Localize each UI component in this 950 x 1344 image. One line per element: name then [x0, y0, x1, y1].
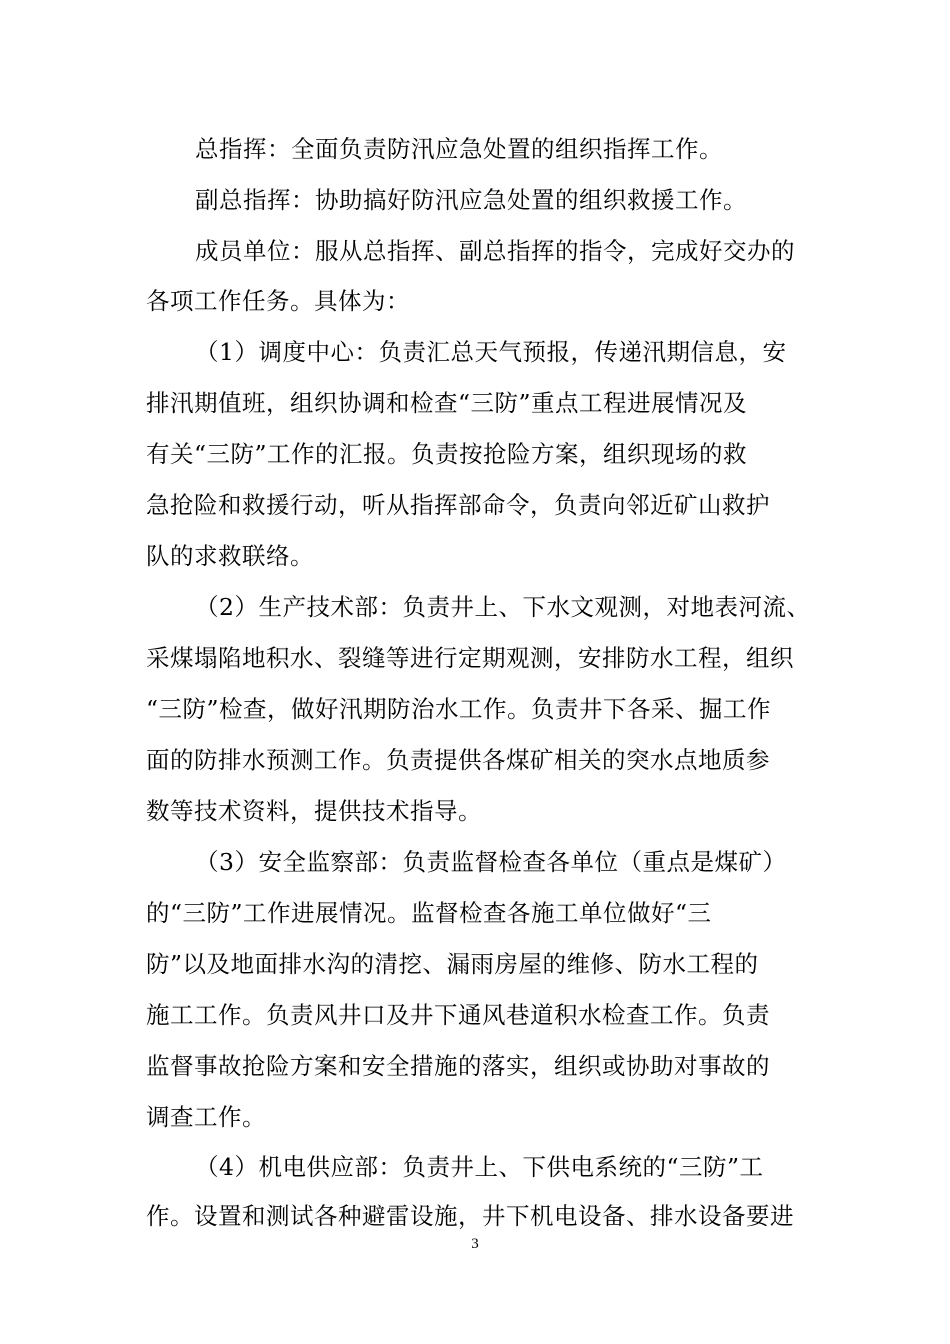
text-line: 调查工作。 — [146, 1103, 266, 1131]
text-line: 的“三防”工作进展情况。监督检查各施工单位做好“三 — [146, 899, 712, 927]
text-line: 防”以及地面排水沟的清挖、漏雨房屋的维修、防水工程的 — [146, 950, 759, 978]
text-line: 急抢险和救援行动，听从指挥部命令，负责向邻近矿山救护 — [146, 491, 770, 519]
text-line: 数等技术资料，提供技术指导。 — [146, 797, 482, 825]
page-number: 3 — [471, 1236, 479, 1252]
text-line: （3）安全监察部：负责监督检查各单位（重点是煤矿） — [195, 848, 787, 876]
text-line: 副总指挥：协助搞好防汛应急处置的组织救援工作。 — [195, 186, 747, 214]
text-line: （1）调度中心：负责汇总天气预报，传递汛期信息，安 — [195, 338, 787, 366]
text-line: 队的求救联络。 — [146, 542, 314, 570]
text-line: 有关“三防”工作的汇报。负责按抢险方案，组织现场的救 — [146, 440, 748, 468]
text-line: 采煤塌陷地积水、裂缝等进行定期观测，安排防水工程，组织 — [146, 644, 794, 672]
text-line: 排汛期值班，组织协调和检查“三防”重点工程进展情况及 — [146, 389, 748, 417]
text-line: “三防”检查，做好汛期防治水工作。负责井下各采、掘工作 — [146, 695, 772, 723]
text-line: 总指挥：全面负责防汛应急处置的组织指挥工作。 — [195, 135, 723, 163]
text-line: （2）生产技术部：负责井上、下水文观测，对地表河流、 — [195, 593, 811, 621]
text-line: （4）机电供应部：负责井上、下供电系统的“三防”工 — [195, 1153, 764, 1181]
text-line: 作。设置和测试各种避雷设施，井下机电设备、排水设备要进 — [146, 1202, 794, 1230]
text-line: 施工工作。负责风井口及井下通风巷道积水检查工作。负责 — [146, 1001, 770, 1029]
text-line: 各项工作任务。具体为： — [146, 287, 410, 315]
text-line: 监督事故抢险方案和安全措施的落实，组织或协助对事故的 — [146, 1052, 770, 1080]
text-line: 成员单位：服从总指挥、副总指挥的指令，完成好交办的 — [195, 237, 795, 265]
text-line: 面的防排水预测工作。负责提供各煤矿相关的突水点地质参 — [146, 746, 770, 774]
